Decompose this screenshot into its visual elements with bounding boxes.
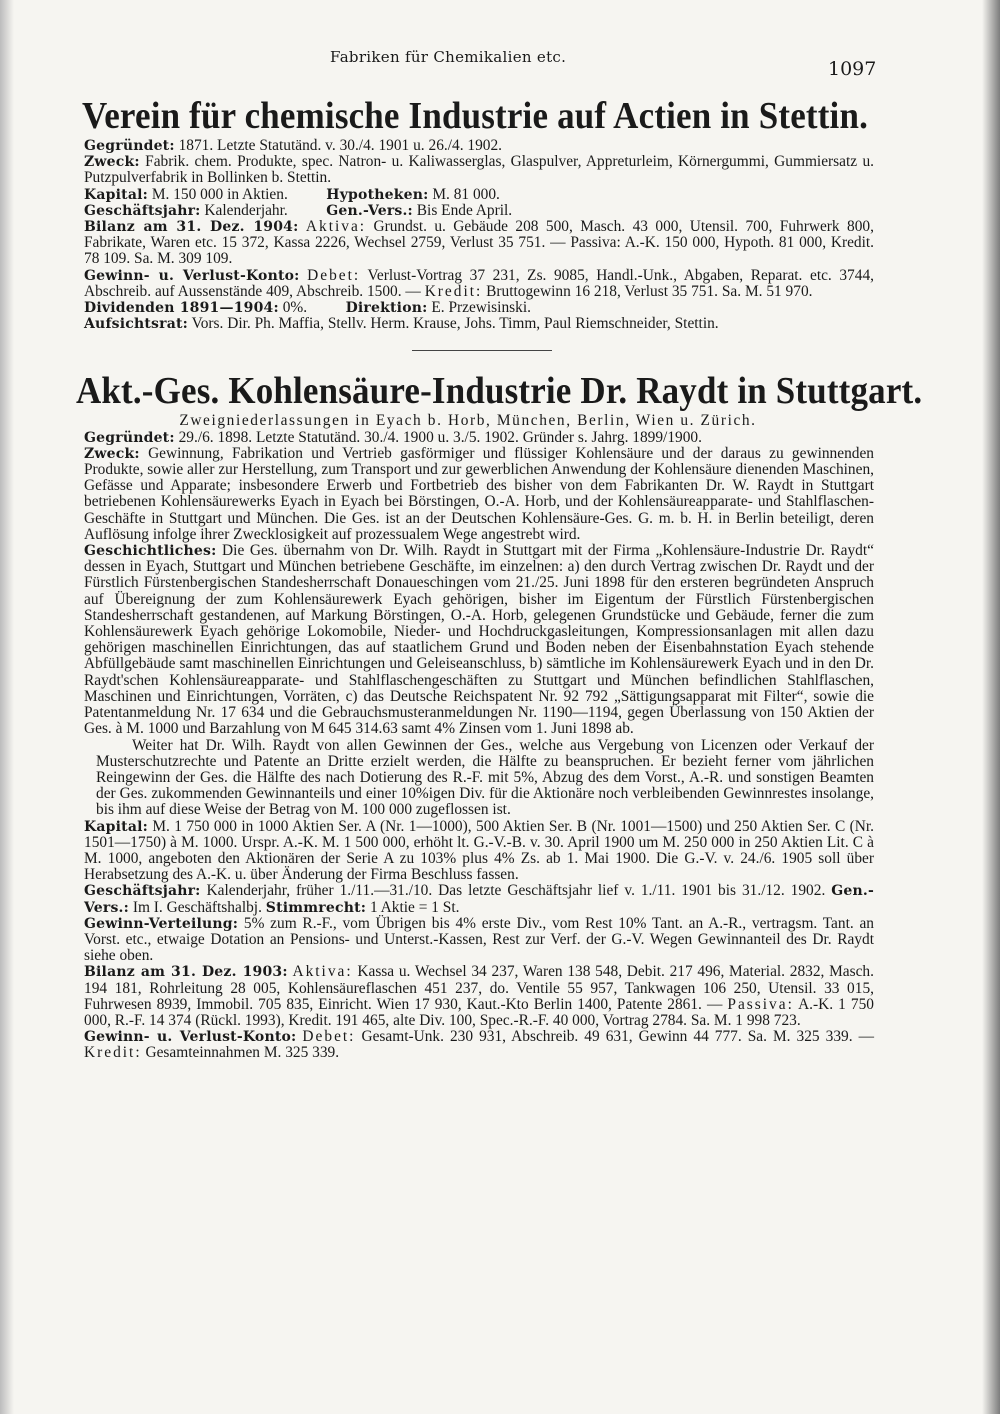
gewinn-line (62, 1029, 874, 1061)
zweck-line (62, 446, 874, 543)
entry-subtitle: Zweigniederlassungen in Eyach b. Horb, München, Berlin, Wien u. Zürich. (179, 412, 757, 430)
entry-title: Akt.-Ges. Kohlensäure-Industrie Dr. Raydt in Stuttgart. (76, 370, 923, 413)
gegruendet-text: 1871. Letzte Statutänd. v. 30./4. 1901 u. 26./4. 1902. (178, 137, 503, 154)
page-number: 1097 (828, 58, 877, 80)
geschichtliches-line (62, 543, 874, 737)
zweck-text: Gewinnung, Fabrikation und Vertrieb gasförmiger und flüssiger Kohlensäure und der daraus zu gewinnenden Produkte, sowie aller zur Herstellung, zum Transport und zur gewerblichen Anwendung der Kohlensäure dienenden Maschinen, Gefässe und Apparate; insbesondere Erwerb und Fortbetrieb des bisher von dem Fabrikanten Dr. W. Raydt in Stuttgart betriebenen Kohlensäurewerks Eyach in Eyach bei Börstingen, O.-A. Horb, und der Kohlensäureapparate- und Stahlflaschen-Geschäfte in Stuttgart und München. Die Ges. ist an der Deutschen Kohlensäure-Ges. G. m. b. H. in Berlin beteiligt, deren Auflösung infolge ihrer Zwecklosigkeit auf prozessualem Wege angestrebt wird. (84, 444, 874, 543)
direktion-label: Direktion: (345, 300, 428, 317)
bilanz-label: Bilanz am 31. Dez. 1903: (84, 964, 288, 981)
gegruendet-label: Gegründet: (84, 138, 175, 154)
geschaeftsjahr-text: Kalenderjahr, früher 1./11.—31./10. Das letzte Geschäftsjahr lief v. 1./11. 1901 bis 31./12. 1902. (206, 882, 826, 900)
kapital-text: M. 1 750 000 in 1000 Aktien Ser. A (Nr. 1—1000), 500 Aktien Ser. B (Nr. 1001—1500) und 250 Aktien Ser. C (Nr. 1501—1750) à M. 1000. Urspr. A.-K. M. 1 500 000, erhöht lt. G.-V.-B. v. 30. April 1900 um M. 250 000 in 250 Aktien Lit. C à M. 1000, angeboten den Aktionären der Serie A zu 103% plus 4% Zs. ab 1. Mai 1900. Die G.-V. v. 24./6. 1905 soll über Herabsetzung des A.-K. u. über Änderung der Firma Beschluss fassen. (84, 817, 874, 884)
weiter-paragraph: Weiter hat Dr. Wilh. Raydt von allen Gewinnen der Ges., welche aus Vergebung von Licenzen oder Verkauf der Musterschutzrechte und Patente an Dritte erzielt werden, die Hälfte zu beanspruchen. Er bezieht ferner vom jährlichen Reingewinn der Ges. die Hälfte des nach Dotierung des R.-F. mit 5%, Abzug des dem Vorst., A.-R. und sonstigen Beamten der Ges. zukommenden Gewinnanteils und einer 10%igen Div. für die Aktionäre noch verbleibenden Gewinnrestes insolange, bis ihm auf diese Weise der Betrag von M. 100 000 zugeflossen ist. (96, 736, 874, 819)
zweck-label: Zweck: (84, 154, 140, 171)
verteilung-label: Gewinn-Verteilung: (84, 915, 239, 932)
gegruendet-line (62, 430, 874, 446)
bilanz-text: Kassa u. Wechsel 34 237, Waren 138 548, Debit. 217 496, Material. 2832, Masch. 194 181, Rohrleitung 28 005, Kohlensäureflaschen 451 237, do. Ventile 55 957, Tankwagen 106 250, Utensil. 33 015, Fuhrwesen 8939, Immobil. 705 835, Einricht. Wien 17 930, Kaut.-Kto Berlin 1400, Patente 2861. — (84, 963, 874, 1013)
genvers-text: Im I. Geschäftshalbj. (132, 898, 262, 916)
gewinn-label: Gewinn- u. Verlust-Konto: (84, 267, 300, 284)
bilanz-line (62, 219, 874, 268)
dividenden-line (62, 300, 874, 316)
page-edge-right (982, 0, 1000, 1414)
gewinn-line (62, 268, 874, 300)
gewinn-debet-label: Debet: (307, 266, 361, 284)
hypotheken-label: Hypotheken: (326, 186, 429, 203)
entry-title: Verein für chemische Industrie auf Actien in Stettin. (82, 95, 868, 137)
gewinn-kredit-label: Kredit: (84, 1044, 142, 1062)
gewinn-kredit-label: Kredit: (424, 282, 483, 300)
bilanz-aktiva-label: Aktiva: (305, 218, 367, 236)
gegruendet-label: Gegründet: (84, 429, 175, 446)
hypotheken-text: M. 81 000. (432, 185, 500, 203)
aufsichtsrat-line (62, 316, 874, 332)
stimmrecht-label: Stimmrecht: (265, 899, 367, 916)
gewinn-label: Gewinn- u. Verlust-Konto: (84, 1029, 297, 1046)
page-edge-left (0, 0, 14, 1414)
dividenden-label: Dividenden 1891—1904: (84, 300, 279, 317)
zweck-text: Fabrik. chem. Produkte, spec. Natron- u. Kaliwasserglas, Glaspulver, Appreturleim, Körnergummi, Gummiersatz u. Putzpulverfabrik in Bollinken b. Stettin. (84, 153, 874, 187)
gewinn-kredit-text: Gesamteinnahmen M. 325 339. (145, 1044, 340, 1062)
geschichtliches-text: Die Ges. übernahm von Dr. Wilh. Raydt in Stuttgart mit der Firma „Kohlensäure-Industrie Dr. Raydt“ dessen in Eyach, Stuttgart und München betriebene Geschäfte, im einzelnen: a) den durch Vertrag zwischen Dr. Raydt und der Fürstlich Fürstenbergischen Standesherrschaft Donaueschingen vom 21./25. Juni 1898 für den ersteren begründeten Anspruch auf Übereignung der zum Kohlensäurewerk Eyach gehörigen, bisher im Eigentum der Fürstlich Fürstenbergischen Standesherrschaft gestandenen, auf Markung Börstingen, O.-A. Horb, gelegenen Grundstücke und Gebäude, ferner die zum Kohlensäurewerk Eyach gehörige Lokomobile, Nieder- und Hochdruckgasleitungen, Kompressionsanlagen mit allen dazu gehörigen maschinellen Einrichtungen, das auf staatlichem Grund und Boden neben der Eisenbahnstation Eyach stehende Abfüllgebäude samt maschinellen Einrichtungen und Geleiseanschluss, b) sämtliche im Kohlensäurewerk Eyach und in den Dr. Raydt'schen Kohlensäureapparate- und Stahlflaschengeschäften zu Stuttgart und München befindlichen Stahlflaschen, Maschinen und Einrichtungen, Vorräten, c) das Deutsche Reichspatent Nr. 92 792 „Sättigungsapparat mit Filter“, sowie die Patentanmeldung Nr. 17 634 und die Gebrauchsmusteranmeldungen Nr. 1190—1194, gegen Überlassung von 150 Aktien der Ges. à M. 1000 und Barzahlung von M 645 314.63 samt 4% Zinsen vom 1. Juni 1898 ab. (84, 542, 874, 738)
gewinn-text: Gesamt-Unk. 230 931, Abschreib. 49 631, Gewinn 44 777. Sa. M. 325 339. — (361, 1028, 874, 1046)
bilanz-line (62, 964, 874, 1029)
verteilung-text: 5% zum R.-F., vom Übrigen bis 4% erste Div., vom Rest 10% Tant. an A.-R., vertragsm. Tant. an Vorst. etc., etwaige Dotation an Pensions- und Unterst.-Kassen, Rest zur Verf. der G.-V. Wegen Gewinnanteil des Dr. Raydt siehe oben. (84, 914, 874, 965)
kapital-label: Kapital: (84, 818, 148, 835)
bilanz-label: Bilanz am 31. Dez. 1904: (84, 219, 299, 236)
gewinn-text: Verlust-Vortrag 37 231, Zs. 9085, Handl.-Unk., Abgaben, Reparat. etc. 3744, Abschreib. auf Aussenstände 409, Abschreib. 1500. — (84, 266, 874, 300)
entry-verein-stettin (62, 94, 874, 332)
section-divider (412, 350, 552, 351)
zweck-label: Zweck: (84, 445, 140, 462)
aufsichtsrat-text: Vors. Dir. Ph. Maffia, Stellv. Herm. Krause, Johs. Timm, Paul Riemschneider, Stettin. (191, 315, 719, 333)
bilanz-text: Grundst. u. Gebäude 208 500, Masch. 43 000, Utensil. 700, Fuhrwerk 800, Fabrikate, Waren etc. 15 372, Kassa 2226, Wechsel 2759, Verlust 35 751. — Passiva: A.-K. 150 000, Hypoth. 81 000, Kredit. 78 109. Sa. M. 309 109. (84, 218, 874, 268)
kapital-label: Kapital: (84, 186, 148, 203)
stimmrecht-text: 1 Aktie = 1 St. (369, 898, 460, 916)
geschaeftsjahr-text: Kalenderjahr. (204, 201, 288, 219)
genvers-text: Bis Ende April. (416, 201, 513, 219)
bilanz-passiva-label: Passiva: (727, 995, 794, 1013)
gewinn-debet-label: Debet: (302, 1028, 356, 1046)
running-head: Fabriken für Chemikalien etc. (330, 48, 567, 66)
direktion-text: E. Przewisinski. (431, 299, 531, 317)
kapital-text: M. 150 000 in Aktien. (151, 185, 288, 203)
gewinn-kredit-text: Bruttogewinn 16 218, Verlust 35 751. Sa. M. 51 970. (486, 282, 813, 300)
zweck-line (62, 154, 874, 186)
bilanz-aktiva-label: Aktiva: (292, 963, 353, 981)
geschaeftsjahr-label: Geschäftsjahr: (84, 883, 201, 900)
gegruendet-text: 29./6. 1898. Letzte Statutänd. 30./4. 1900 u. 3./5. 1902. Gründer s. Jahrg. 1899/1900. (178, 428, 702, 446)
geschaeftsjahr-label: Geschäftsjahr: (84, 202, 201, 219)
genvers-label: Gen.-Vers.: (84, 883, 874, 916)
gegruendet-line (62, 138, 874, 154)
geschaeftsjahr-line (62, 883, 874, 915)
dividenden-text: 0%. (282, 299, 308, 317)
bilanz-passiva-text: A.-K. 1 750 000, R.-F. 14 374 (Rückl. 1993), Kredit. 191 465, alte Div. 100, Spec.-R.-F. 40 000, Vortrag 2784. Sa. M. 1 998 723. (84, 995, 874, 1029)
entry-kohlensaeure-raydt (62, 369, 923, 1062)
kapital-line (62, 819, 874, 884)
page-content (62, 90, 923, 1062)
aufsichtsrat-label: Aufsichtsrat: (84, 316, 188, 333)
kapital-line (62, 187, 874, 203)
geschaeftsjahr-line (62, 203, 874, 219)
genvers-label: Gen.-Vers.: (326, 202, 413, 219)
geschichtliches-label: Geschichtliches: (84, 543, 217, 560)
verteilung-line (62, 916, 874, 965)
